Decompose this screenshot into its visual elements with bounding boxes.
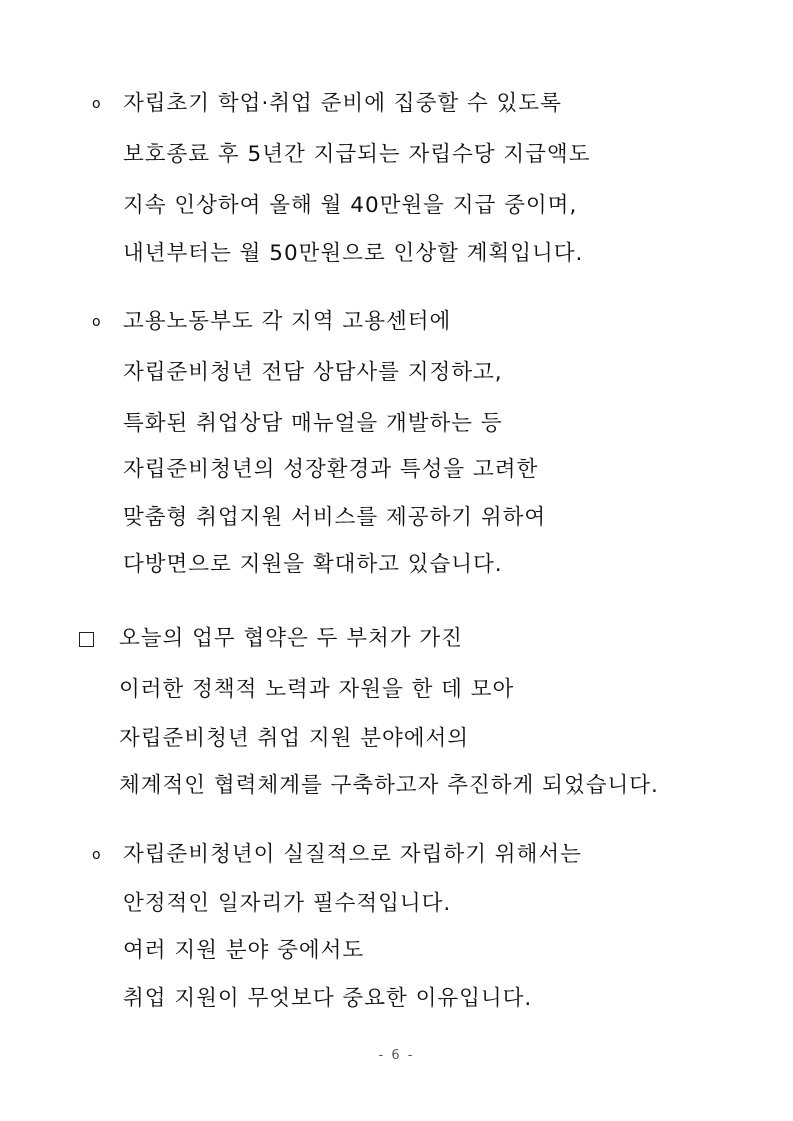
paragraph-4-line-2: 안정적인 일자리가 필수적입니다.: [123, 891, 452, 916]
paragraph-4-line-3: 여러 지원 분야 중에서도: [123, 938, 365, 963]
paragraph-3-line-1: 오늘의 업무 협약은 두 부처가 가진: [119, 626, 463, 651]
paragraph-4-line-1: 자립준비청년이 실질적으로 자립하기 위해서는: [123, 842, 582, 867]
circle-bullet-icon: o: [92, 847, 101, 863]
paragraph-3-line-2: 이러한 정책적 노력과 자원을 한 데 모아: [119, 677, 515, 702]
paragraph-3-line-4: 체계적인 협력체계를 구축하고자 추진하게 되었습니다.: [119, 773, 659, 798]
paragraph-1-line-3: 지속 인상하여 올해 월 40만원을 지급 중이며,: [123, 193, 578, 218]
paragraph-1-line-4: 내년부터는 월 50만원으로 인상할 계획입니다.: [123, 241, 584, 266]
paragraph-2-line-2: 자립준비청년 전담 상담사를 지정하고,: [123, 360, 503, 385]
paragraph-2-line-4: 자립준비청년의 성장환경과 특성을 고려한: [123, 457, 539, 482]
paragraph-3-line-3: 자립준비청년 취업 지원 분야에서의: [119, 726, 470, 751]
paragraph-1-line-1: 자립초기 학업·취업 준비에 집중할 수 있도록: [123, 91, 562, 116]
paragraph-4-line-4: 취업 지원이 무엇보다 중요한 이유입니다.: [123, 986, 533, 1011]
circle-bullet-icon: o: [92, 96, 101, 112]
paragraph-2-line-3: 특화된 취업상담 매뉴얼을 개발하는 등: [123, 411, 503, 436]
circle-bullet-icon: o: [92, 314, 101, 330]
page-number: - 6 -: [378, 1048, 415, 1063]
square-bullet-icon: [79, 632, 94, 647]
paragraph-1-line-2: 보호종료 후 5년간 지급되는 자립수당 지급액도: [123, 142, 591, 167]
paragraph-2-line-1: 고용노동부도 각 지역 고용센터에: [123, 309, 452, 334]
paragraph-2-line-5: 맞춤형 취업지원 서비스를 제공하기 위하여: [123, 505, 547, 530]
paragraph-2-line-6: 다방면으로 지원을 확대하고 있습니다.: [123, 552, 503, 577]
